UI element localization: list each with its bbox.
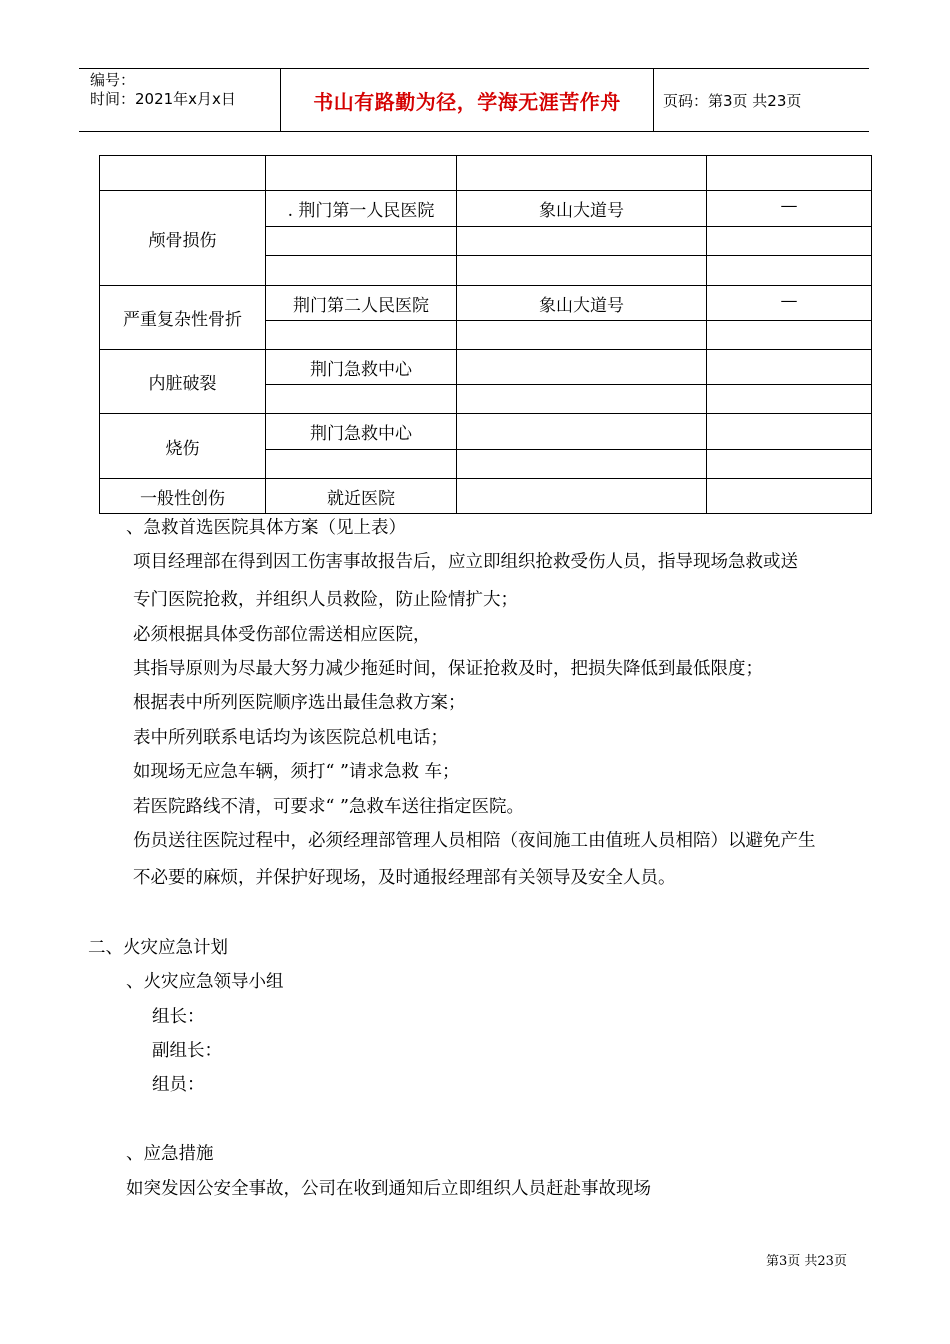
table-row bbox=[100, 286, 872, 321]
hospital-cell: 就近医院 bbox=[266, 479, 457, 514]
phone-cell: — bbox=[707, 191, 872, 227]
paragraph-line: 项目经理部在得到因工伤害事故报告后，应立即组织抢救受伤人员，指导现场急救或送 bbox=[133, 552, 798, 572]
phone-cell bbox=[707, 256, 872, 286]
paragraph-line: 如突发因公安全事故，公司在收到通知后立即组织人员赶赴事故现场 bbox=[126, 1179, 651, 1199]
vice-leader-label: 副组长： bbox=[152, 1041, 222, 1061]
header-page-number: 页码：第3页 共23页 bbox=[663, 91, 802, 110]
paragraph-line: 如现场无应急车辆，须打“ ”请求急救 车； bbox=[133, 762, 460, 782]
injury-cell: 内脏破裂 bbox=[100, 350, 266, 414]
section-heading: 二、火灾应急计划 bbox=[88, 938, 228, 958]
footer-page-number: 第3页 共23页 bbox=[766, 1254, 847, 1269]
subsection-heading: 、火灾应急领导小组 bbox=[126, 972, 284, 992]
paragraph-line: 伤员送往医院过程中，必须经理部管理人员相陪（夜间施工由值班人员相陪）以避免产生 bbox=[133, 831, 816, 851]
page-header bbox=[79, 68, 869, 132]
paragraph-line: 表中所列联系电话均为该医院总机电话； bbox=[133, 728, 448, 748]
date-label: 时间：2021年x月x日 bbox=[90, 90, 236, 108]
address-cell bbox=[457, 479, 707, 514]
section-heading: 、急救首选医院具体方案（见上表） bbox=[126, 518, 406, 538]
table-row bbox=[100, 350, 872, 385]
address-cell bbox=[457, 256, 707, 286]
injury-cell: 一般性创伤 bbox=[100, 479, 266, 514]
hospital-cell bbox=[266, 385, 457, 414]
address-cell bbox=[457, 450, 707, 479]
number-label: 编号： bbox=[90, 71, 136, 89]
paragraph-line: 专门医院抢救，并组织人员救险，防止险情扩大； bbox=[133, 590, 518, 610]
header-divider bbox=[653, 69, 654, 131]
table-row bbox=[100, 414, 872, 450]
paragraph-line: 不必要的麻烦，并保护好现场，及时通报经理部有关领导及安全人员。 bbox=[133, 868, 676, 888]
hospital-cell bbox=[266, 256, 457, 286]
phone-cell bbox=[707, 450, 872, 479]
header-meta bbox=[90, 71, 236, 109]
header-motto: 书山有路勤为径，学海无涯苦作舟 bbox=[313, 89, 621, 114]
address-cell bbox=[457, 227, 707, 256]
injury-cell: 烧伤 bbox=[100, 414, 266, 479]
table-row bbox=[100, 156, 872, 191]
hospital-cell: 荆门急救中心 bbox=[266, 350, 457, 385]
address-cell bbox=[457, 414, 707, 450]
paragraph-line: 根据表中所列医院顺序选出最佳急救方案； bbox=[133, 693, 466, 713]
address-cell bbox=[457, 321, 707, 350]
hospital-cell: 荆门第二人民医院 bbox=[266, 286, 457, 321]
table-row bbox=[100, 479, 872, 514]
member-label: 组员： bbox=[152, 1075, 205, 1095]
subsection-heading: 、应急措施 bbox=[126, 1144, 214, 1164]
phone-cell: — bbox=[707, 286, 872, 321]
injury-cell: 严重复杂性骨折 bbox=[100, 286, 266, 350]
phone-cell bbox=[707, 414, 872, 450]
hospital-cell bbox=[266, 321, 457, 350]
phone-cell bbox=[707, 479, 872, 514]
hospital-table bbox=[99, 155, 872, 514]
address-cell: 象山大道号 bbox=[457, 191, 707, 227]
table-row bbox=[100, 191, 872, 227]
address-cell bbox=[457, 385, 707, 414]
paragraph-line: 必须根据具体受伤部位需送相应医院， bbox=[133, 625, 431, 645]
hospital-cell bbox=[266, 227, 457, 256]
hospital-cell bbox=[266, 450, 457, 479]
hospital-cell bbox=[266, 156, 457, 191]
address-cell: 象山大道号 bbox=[457, 286, 707, 321]
phone-cell bbox=[707, 227, 872, 256]
address-cell bbox=[457, 350, 707, 385]
injury-cell: 颅骨损伤 bbox=[100, 191, 266, 286]
injury-cell bbox=[100, 156, 266, 191]
paragraph-line: 若医院路线不清，可要求“ ”急救车送往指定医院。 bbox=[133, 797, 524, 817]
paragraph-line: 其指导原则为尽最大努力减少拖延时间，保证抢救及时，把损失降低到最低限度； bbox=[133, 659, 763, 679]
phone-cell bbox=[707, 156, 872, 191]
leader-label: 组长： bbox=[152, 1007, 205, 1027]
phone-cell bbox=[707, 350, 872, 385]
phone-cell bbox=[707, 385, 872, 414]
phone-cell bbox=[707, 321, 872, 350]
hospital-cell: . 荆门第一人民医院 bbox=[266, 191, 457, 227]
address-cell bbox=[457, 156, 707, 191]
hospital-cell: 荆门急救中心 bbox=[266, 414, 457, 450]
